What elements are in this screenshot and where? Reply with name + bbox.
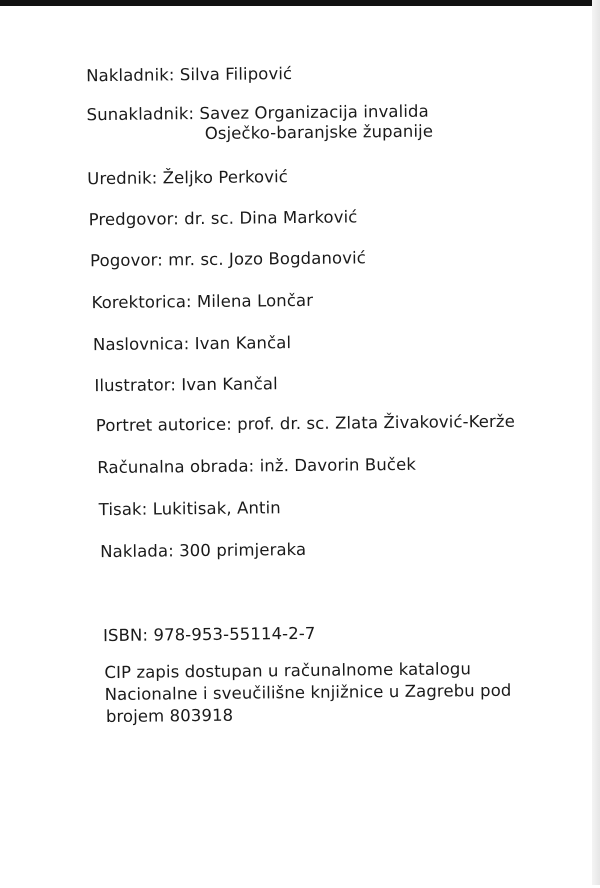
illustrator-line: Ilustrator: Ivan Kančal <box>94 374 278 396</box>
printing-line: Tisak: Lukitisak, Antin <box>98 498 281 520</box>
isbn-line: ISBN: 978-953-55114-2-7 <box>102 623 316 646</box>
proofreader-line: Korektorica: Milena Lončar <box>91 290 314 313</box>
cip-line-3: brojem 803918 <box>105 705 234 727</box>
afterword-line: Pogovor: mr. sc. Jozo Bogdanović <box>90 248 366 271</box>
publisher-line: Nakladnik: Silva Filipović <box>86 64 293 86</box>
computer-processing-line: Računalna obrada: inž. Davorin Buček <box>97 454 417 478</box>
cip-line-1: CIP zapis dostupan u računalnome katalogu <box>104 659 472 683</box>
cip-line-2: Nacionalne i sveučilišne knjižnice u Zagrebu pod <box>104 680 512 705</box>
author-portrait-line: Portret autorice: prof. dr. sc. Zlata Živaković-Kerže <box>95 411 515 436</box>
cover-line: Naslovnica: Ivan Kančal <box>92 333 292 355</box>
copublisher-line-1: Sunakladnik: Savez Organizacija invalida <box>86 101 429 125</box>
foreword-line: Predgovor: dr. sc. Dina Marković <box>88 207 358 230</box>
editor-line: Urednik: Željko Perković <box>87 167 288 189</box>
print-run-line: Naklada: 300 primjeraka <box>100 539 307 562</box>
copublisher-line-2: Osječko-baranjske županije <box>204 121 434 143</box>
